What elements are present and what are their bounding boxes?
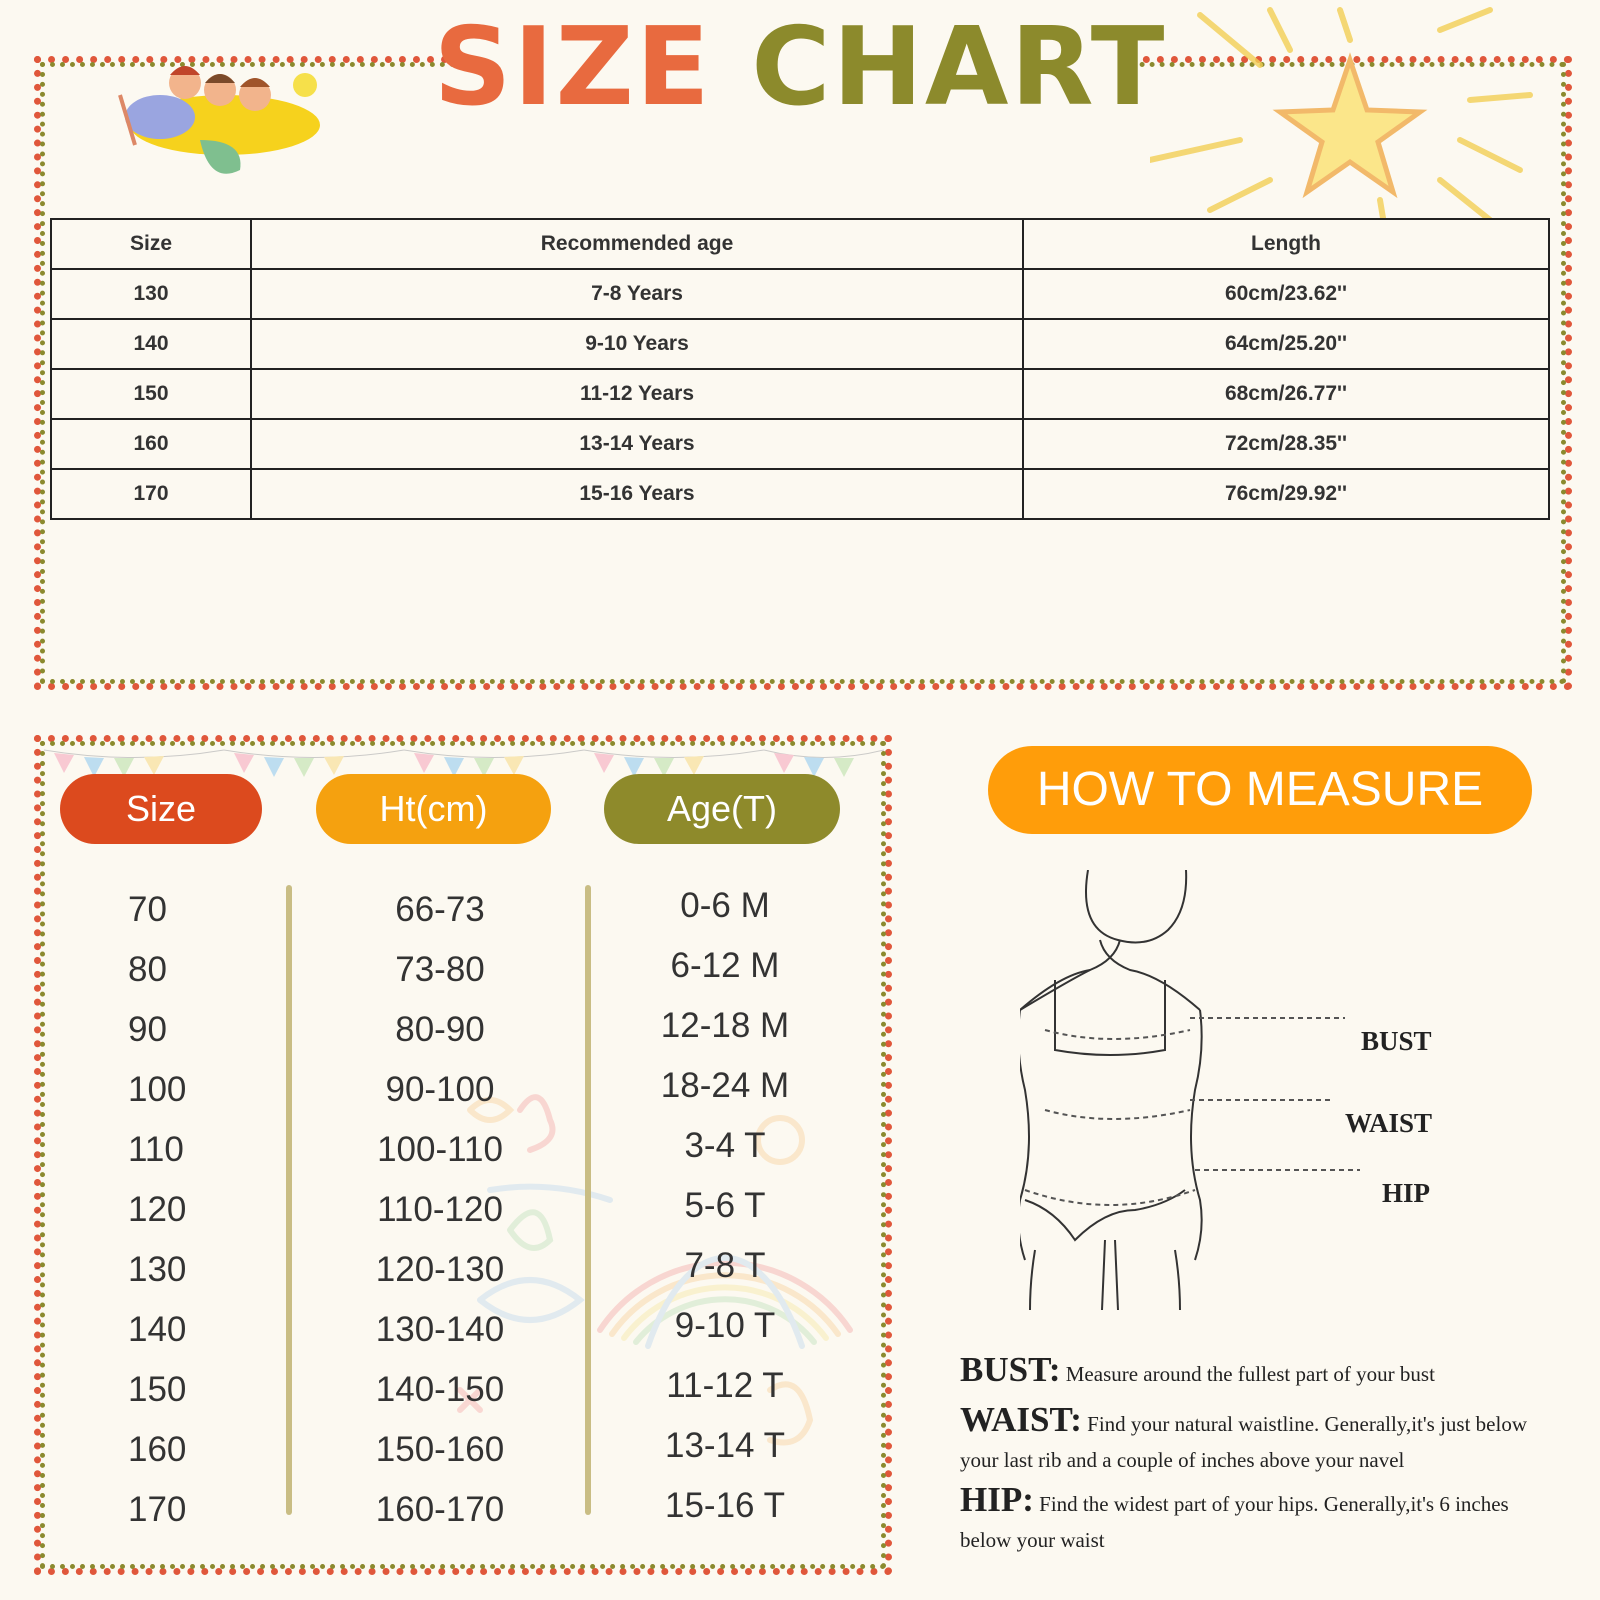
cell-size: 160 (51, 419, 251, 469)
height-value: 120-130 (375, 1250, 505, 1289)
age-value: 7-8 T (684, 1246, 766, 1285)
title-word-size: SIZE (433, 5, 752, 130)
cell-age: 7-8 Years (251, 269, 1023, 319)
cell-size: 150 (51, 369, 251, 419)
table-row (51, 469, 1549, 519)
height-value: 66-73 (395, 890, 485, 929)
size-value: 130 (128, 1250, 187, 1289)
height-value: 100-110 (377, 1130, 503, 1169)
column-divider (585, 885, 591, 1515)
size-value: 150 (128, 1370, 187, 1409)
cell-length: 64cm/25.20'' (1023, 319, 1549, 369)
cell-length: 76cm/29.92'' (1023, 469, 1549, 519)
header-length: Length (1023, 219, 1549, 269)
size-value: 140 (128, 1310, 187, 1349)
height-value: 130-140 (375, 1310, 505, 1349)
size-table-top (50, 218, 1550, 520)
height-value: 160-170 (375, 1490, 505, 1529)
size-value: 100 (128, 1070, 187, 1109)
cell-length: 60cm/23.62'' (1023, 269, 1549, 319)
size-value: 120 (128, 1190, 187, 1229)
size-column (128, 880, 248, 1540)
height-value: 90-100 (385, 1070, 495, 1109)
size-value: 110 (128, 1130, 184, 1169)
size-column-pill: Size (60, 774, 262, 844)
height-value: 80-90 (395, 1010, 485, 1049)
cell-age: 11-12 Years (251, 369, 1023, 419)
table-row (51, 369, 1549, 419)
cell-length: 68cm/26.77'' (1023, 369, 1549, 419)
waist-label: WAIST (1345, 1108, 1433, 1138)
bust-label: BUST (1361, 1026, 1432, 1056)
height-value: 150-160 (375, 1430, 505, 1469)
size-value: 80 (128, 950, 167, 989)
note-term: BUST: (960, 1350, 1061, 1389)
cell-length: 72cm/28.35'' (1023, 419, 1549, 469)
airplane-kids-illustration (115, 55, 335, 185)
title-word-chart: CHART (751, 5, 1167, 130)
age-column (640, 876, 810, 1536)
size-value: 70 (128, 890, 167, 929)
size-value: 90 (128, 1010, 167, 1049)
bust-note (960, 1352, 1560, 1392)
age-value: 12-18 M (660, 1006, 790, 1045)
note-text: Find the widest part of your hips. Generally,it's 6 inches below your waist (960, 1492, 1509, 1552)
height-column (360, 880, 520, 1540)
cell-size: 140 (51, 319, 251, 369)
table-row (51, 269, 1549, 319)
age-column-pill: Age(T) (604, 774, 840, 844)
header-recommended-age: Recommended age (251, 219, 1023, 269)
age-value: 5-6 T (684, 1186, 766, 1225)
cell-age: 9-10 Years (251, 319, 1023, 369)
height-value: 140-150 (375, 1370, 505, 1409)
hip-label: HIP (1382, 1178, 1431, 1208)
note-term: WAIST: (960, 1400, 1082, 1439)
age-value: 6-12 M (670, 946, 780, 985)
age-value: 13-14 T (665, 1426, 785, 1465)
size-value: 160 (128, 1430, 187, 1469)
table-row (51, 319, 1549, 369)
height-column-pill: Ht(cm) (316, 774, 551, 844)
size-value: 170 (128, 1490, 187, 1529)
how-to-measure-banner: HOW TO MEASURE (988, 746, 1532, 834)
age-value: 9-10 T (674, 1306, 776, 1345)
note-term: HIP: (960, 1480, 1034, 1519)
height-value: 110-120 (377, 1190, 503, 1229)
body-measurement-figure (1020, 870, 1440, 1320)
column-divider (286, 885, 292, 1515)
hip-note (960, 1482, 1560, 1558)
age-value: 18-24 M (660, 1066, 790, 1105)
age-value: 15-16 T (665, 1486, 785, 1525)
cell-size: 130 (51, 269, 251, 319)
height-value: 73-80 (395, 950, 485, 989)
header-size: Size (51, 219, 251, 269)
table-header-row (51, 219, 1549, 269)
age-value: 11-12 T (666, 1366, 784, 1405)
cell-size: 170 (51, 469, 251, 519)
cell-age: 15-16 Years (251, 469, 1023, 519)
waist-note (960, 1402, 1560, 1478)
age-value: 3-4 T (684, 1126, 766, 1165)
cell-age: 13-14 Years (251, 419, 1023, 469)
table-row (51, 419, 1549, 469)
measurement-notes (960, 1352, 1560, 1558)
age-value: 0-6 M (680, 886, 770, 925)
note-text: Find your natural waistline. Generally,it's just below your last rib and a couple of inches above your navel (960, 1412, 1527, 1472)
note-text: Measure around the fullest part of your bust (1065, 1362, 1435, 1386)
